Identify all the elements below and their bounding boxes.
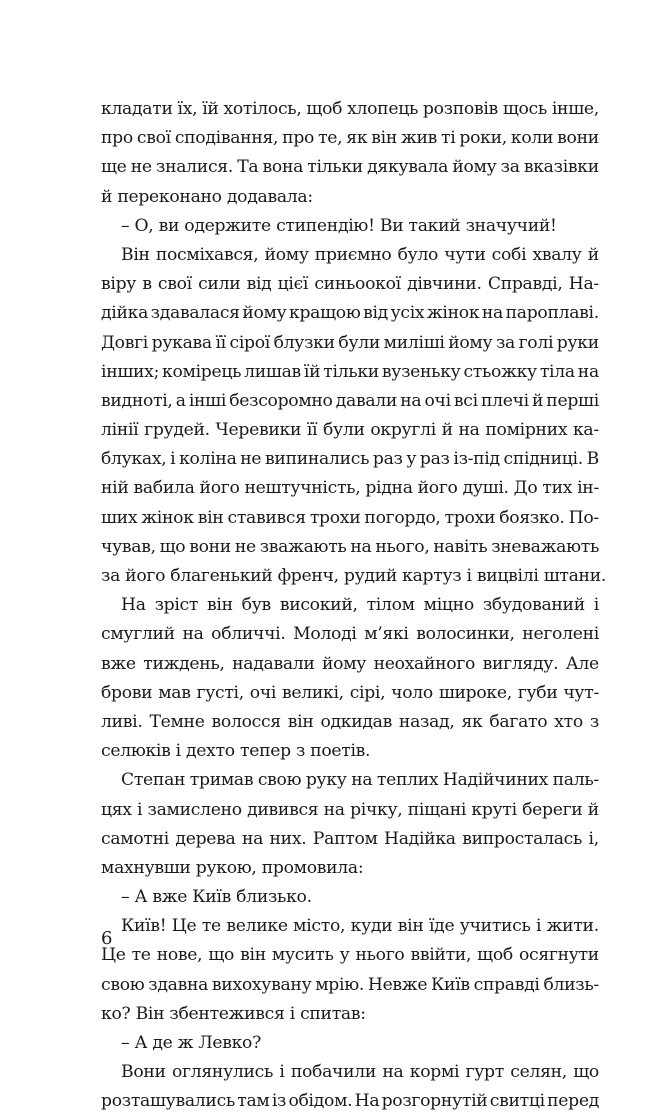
word: багато (489, 711, 548, 732)
word: щоб (477, 945, 513, 966)
paragraph-start-line (101, 766, 599, 795)
word: мрію. (315, 974, 365, 995)
word: йому (264, 244, 309, 265)
word: чути (444, 244, 486, 265)
word: свою (101, 974, 145, 995)
word: сірої (229, 332, 270, 353)
word: і (170, 449, 176, 470)
word: комірець (162, 361, 242, 382)
word: жінок (426, 303, 480, 324)
word: цієї (277, 274, 309, 295)
word: дивився (247, 799, 319, 820)
word: зважають (259, 536, 347, 557)
word: що (208, 945, 235, 966)
word: пароплаві. (505, 303, 599, 324)
word: не (240, 449, 262, 470)
word: там (237, 1091, 270, 1112)
word: щоб (306, 99, 343, 119)
word: із-під (453, 449, 500, 470)
word: Київ (431, 974, 470, 995)
word: них. (269, 828, 307, 849)
word: і (536, 916, 542, 937)
word: нього, (375, 536, 430, 557)
word: на (458, 420, 480, 441)
text-line (101, 650, 599, 679)
word: всі (453, 390, 478, 411)
word: В (586, 449, 599, 470)
word: жити. (546, 916, 599, 937)
text-line: махнувши рукою, промовила: (101, 857, 364, 878)
word: на (323, 799, 345, 820)
word: її (215, 332, 226, 353)
word: він (240, 945, 266, 966)
word: нештучність, (244, 478, 361, 499)
word: теплих (376, 770, 439, 791)
word: кладати (101, 99, 173, 119)
word: близь- (543, 974, 599, 995)
word: з (589, 711, 599, 732)
word: неголені (522, 624, 599, 645)
text-line (101, 825, 599, 854)
word: раз (419, 449, 450, 470)
word: він (207, 595, 233, 616)
word: зневажають (491, 536, 599, 557)
word: Але (565, 653, 599, 674)
word: хотілось, (223, 99, 302, 119)
text-line: й переконано додавала: (101, 186, 313, 207)
word: випинались (265, 449, 370, 470)
word: випросталась (462, 828, 583, 849)
word: надавали (232, 653, 315, 674)
word: її (306, 420, 318, 441)
word: осягнути (518, 945, 599, 966)
word: він (397, 916, 424, 937)
word: собі (491, 244, 527, 265)
word: губи (517, 682, 558, 703)
word: брови (101, 682, 153, 703)
word: їх, (177, 99, 198, 119)
word: ін- (577, 478, 599, 499)
word: від (246, 274, 272, 295)
word: на (241, 828, 264, 849)
word: його (417, 478, 458, 499)
word: дівчини. (407, 274, 482, 295)
word: було (397, 244, 439, 265)
word: рідна (365, 478, 413, 499)
word: назад, (398, 711, 455, 732)
word: коліна (179, 449, 237, 470)
word: а (175, 390, 186, 411)
word: чут- (563, 682, 599, 703)
word: ввійти, (410, 945, 472, 966)
word: хвалу (532, 244, 582, 265)
word: вже (101, 653, 136, 674)
word: вузеньку (381, 361, 461, 382)
word: коли (510, 128, 554, 149)
text-line (101, 708, 599, 737)
word: щось (502, 99, 547, 119)
word: Молоді (293, 624, 357, 645)
word: тримав (189, 770, 254, 791)
word: усіх (390, 303, 425, 324)
text-line (101, 95, 599, 124)
word: душі. (462, 478, 509, 499)
word: ших (101, 507, 138, 528)
word: здавалася (150, 303, 240, 324)
word: вигляду. (482, 653, 559, 674)
word: чував, (101, 536, 156, 557)
word: не (130, 157, 152, 178)
word: чоло (391, 682, 433, 703)
word: Це (101, 945, 126, 966)
word: й (441, 420, 453, 441)
word: його (199, 478, 240, 499)
word: йому (452, 157, 497, 178)
word: волосся (211, 711, 281, 732)
word: грудей. (144, 420, 210, 441)
word: вказівки (523, 157, 599, 178)
word: круті (471, 799, 517, 820)
word: волосинки, (416, 624, 515, 645)
word: Раптом (312, 828, 378, 849)
word: був (241, 595, 271, 616)
word: були (338, 332, 381, 353)
word: річку, (350, 799, 403, 820)
text-line: ко? Він збентежився і спитав: (101, 1003, 366, 1024)
word: свої (157, 274, 192, 295)
word: і (593, 595, 599, 616)
word: піщані (407, 799, 467, 820)
word: йому (448, 332, 493, 353)
word: трохи (444, 507, 496, 528)
word: миліші (383, 332, 445, 353)
word: Степан (121, 770, 186, 791)
word: й (587, 244, 599, 265)
word: одкидав (320, 711, 392, 732)
text-line: селюків і дехто тепер з поетів. (101, 741, 371, 762)
word: й (587, 799, 599, 820)
word: руку (305, 770, 347, 791)
word: широке, (438, 682, 512, 703)
word: він (287, 711, 314, 732)
word: На- (568, 274, 599, 295)
word: цях (101, 799, 132, 820)
word: побачили (290, 1062, 377, 1083)
word: ще (101, 157, 127, 178)
word: обідом. (288, 1091, 353, 1112)
word: блузки (273, 332, 335, 353)
word: в (142, 274, 152, 295)
dialogue-line: – О, ви одержите стипендію! Ви такий значучий! (121, 215, 557, 236)
word: розташувались (101, 1091, 235, 1112)
word: сили (198, 274, 241, 295)
word: йому (242, 303, 287, 324)
word: здавна (148, 974, 209, 995)
word: на (382, 1062, 404, 1083)
text-line (101, 445, 599, 474)
word: безсоромно (229, 390, 333, 411)
word: як (346, 128, 368, 149)
word: лінії (101, 420, 139, 441)
word: їй (202, 99, 219, 119)
word: плечі (480, 390, 529, 411)
word: нього (355, 945, 405, 966)
word: вони (189, 536, 231, 557)
word: навіть (433, 536, 488, 557)
word: розповів (422, 99, 498, 119)
word: вабила (133, 478, 195, 499)
paragraph-start-line (101, 591, 599, 620)
word: і (137, 799, 143, 820)
word: й (532, 390, 544, 411)
word: і, (588, 828, 599, 849)
word: на (400, 390, 422, 411)
word: очі (249, 682, 277, 703)
word: свої (136, 128, 171, 149)
word: На (121, 595, 146, 616)
text-line (101, 1087, 599, 1116)
word: дійка (101, 303, 149, 324)
word: ставився (227, 507, 306, 528)
word: куди (350, 916, 393, 937)
word: нове, (156, 945, 203, 966)
word: не (234, 536, 256, 557)
word: Надійчиних (442, 770, 549, 791)
word: їде (428, 916, 455, 937)
body-text (101, 95, 607, 1117)
word: видноті, (101, 390, 173, 411)
word: дерева (175, 828, 236, 849)
word: ливі. (101, 711, 143, 732)
word: смуглий (101, 624, 175, 645)
word: те (201, 916, 221, 937)
word: їй (303, 361, 321, 382)
word: на (481, 303, 503, 324)
word: вони (557, 128, 599, 149)
word: Невже (367, 974, 428, 995)
text-line (101, 533, 599, 562)
word: паль- (552, 770, 599, 791)
word: на (351, 770, 373, 791)
word: мав (158, 682, 191, 703)
word: лишав (244, 361, 301, 382)
word: блуках, (101, 449, 167, 470)
word: що (573, 1062, 599, 1083)
text-line (101, 387, 599, 416)
word: за (500, 157, 520, 178)
word: віру (101, 274, 137, 295)
word: Він (121, 244, 150, 265)
word: у (339, 945, 350, 966)
word: раз (372, 449, 403, 470)
word: міцно (423, 595, 474, 616)
word: вона (262, 157, 304, 178)
word: велике (226, 916, 288, 937)
text-line (101, 358, 599, 387)
text-line: за його благенький френч, рудий картуз і вицвілі штани. (101, 566, 607, 586)
text-line (101, 941, 599, 970)
word: справді (473, 974, 540, 995)
word: те, (318, 128, 343, 149)
word: інше, (551, 99, 599, 119)
word: округлі (370, 420, 436, 441)
word: місто, (293, 916, 346, 937)
word: кращою (289, 303, 361, 324)
word: посміхався, (155, 244, 259, 265)
word: боязко. (499, 507, 565, 528)
word: свитці (489, 1091, 545, 1112)
word: роки, (459, 128, 507, 149)
dialogue-line: – А де ж Левко? (121, 1033, 262, 1053)
word: вихохувану (211, 974, 312, 995)
text-line (101, 153, 599, 182)
word: за (495, 332, 515, 353)
word: на (182, 624, 204, 645)
word: неохайного (373, 653, 476, 674)
word: зріст (154, 595, 199, 616)
word: як (461, 711, 483, 732)
word: ній (101, 478, 129, 499)
word: йому (322, 653, 367, 674)
word: очі (424, 390, 451, 411)
text-line (101, 270, 599, 299)
word: синьоокої (314, 274, 401, 295)
word: у (406, 449, 417, 470)
word: хто (554, 711, 583, 732)
word: кормі (409, 1062, 460, 1083)
word: сірі, (349, 682, 386, 703)
word: обличчі. (211, 624, 286, 645)
text-line (101, 620, 599, 649)
word: Київ! (121, 916, 167, 937)
word: великі, (281, 682, 344, 703)
word: самотні (101, 828, 169, 849)
word: тих (542, 478, 573, 499)
word: ті (441, 128, 456, 149)
text-line (101, 124, 599, 153)
word: спідниці. (503, 449, 583, 470)
word: інші (188, 390, 227, 411)
word: на (577, 361, 599, 382)
word: голі (518, 332, 554, 353)
word: про (101, 128, 133, 149)
word: густі, (196, 682, 244, 703)
text-line (101, 679, 599, 708)
word: Вони (121, 1062, 166, 1083)
word: тіла (539, 361, 575, 382)
word: береги (522, 799, 583, 820)
text-line (101, 329, 599, 358)
word: сподівання, (174, 128, 279, 149)
word: оглянулись (172, 1062, 274, 1083)
word: погордо, (364, 507, 441, 528)
word: зналися. (156, 157, 233, 178)
word: тілом (366, 595, 415, 616)
word: Справді, (487, 274, 563, 295)
word: на (350, 536, 372, 557)
word: До (513, 478, 538, 499)
word: стьожку (463, 361, 537, 382)
word: руки (556, 332, 599, 353)
word: від (363, 303, 388, 324)
word: замислено (147, 799, 242, 820)
word: що (159, 536, 186, 557)
text-line (101, 796, 599, 825)
paragraph-start-line (101, 1058, 599, 1087)
text-line (101, 474, 599, 503)
word: гурт (465, 1062, 504, 1083)
page-number: 6 (101, 928, 113, 949)
word: із (271, 1091, 287, 1112)
word: свою (257, 770, 302, 791)
word: м’які (364, 624, 409, 645)
word: мусить (271, 945, 334, 966)
word: Надійка (384, 828, 456, 849)
word: трохи (309, 507, 361, 528)
text-line (101, 504, 599, 533)
word: те (131, 945, 151, 966)
word: селян, (510, 1062, 567, 1083)
word: Темне (149, 711, 205, 732)
word: Черевики (215, 420, 302, 441)
word: По- (568, 507, 599, 528)
word: учитись (459, 916, 531, 937)
word: він (197, 507, 224, 528)
word: про (282, 128, 315, 149)
word: перед (547, 1091, 599, 1112)
word: Та (237, 157, 259, 178)
word: тиждень, (143, 653, 225, 674)
word: помірних (485, 420, 568, 441)
text-line (101, 299, 599, 328)
dialogue-line: – А вже Київ близько. (121, 887, 312, 908)
word: тільки (307, 157, 363, 178)
word: хлопець (347, 99, 419, 119)
word: він (371, 128, 398, 149)
word: Довгі (101, 332, 148, 353)
word: інших; (101, 361, 160, 382)
word: давали (335, 390, 398, 411)
paragraph-start-line (101, 912, 599, 941)
word: дякувала (367, 157, 449, 178)
word: тільки (323, 361, 379, 382)
word: На (354, 1091, 380, 1112)
text-line (101, 416, 599, 445)
paragraph-start-line (101, 241, 599, 270)
word: були (322, 420, 365, 441)
word: ка- (572, 420, 599, 441)
word: рукава (151, 332, 212, 353)
text-line (101, 971, 599, 1000)
word: і (279, 1062, 285, 1083)
word: високий, (279, 595, 358, 616)
word: перші (546, 390, 599, 411)
word: збудований (482, 595, 585, 616)
word: жив (401, 128, 438, 149)
word: розгорнутій (381, 1091, 488, 1112)
word: приємно (314, 244, 392, 265)
word: Це (171, 916, 197, 937)
word: жінок (141, 507, 194, 528)
